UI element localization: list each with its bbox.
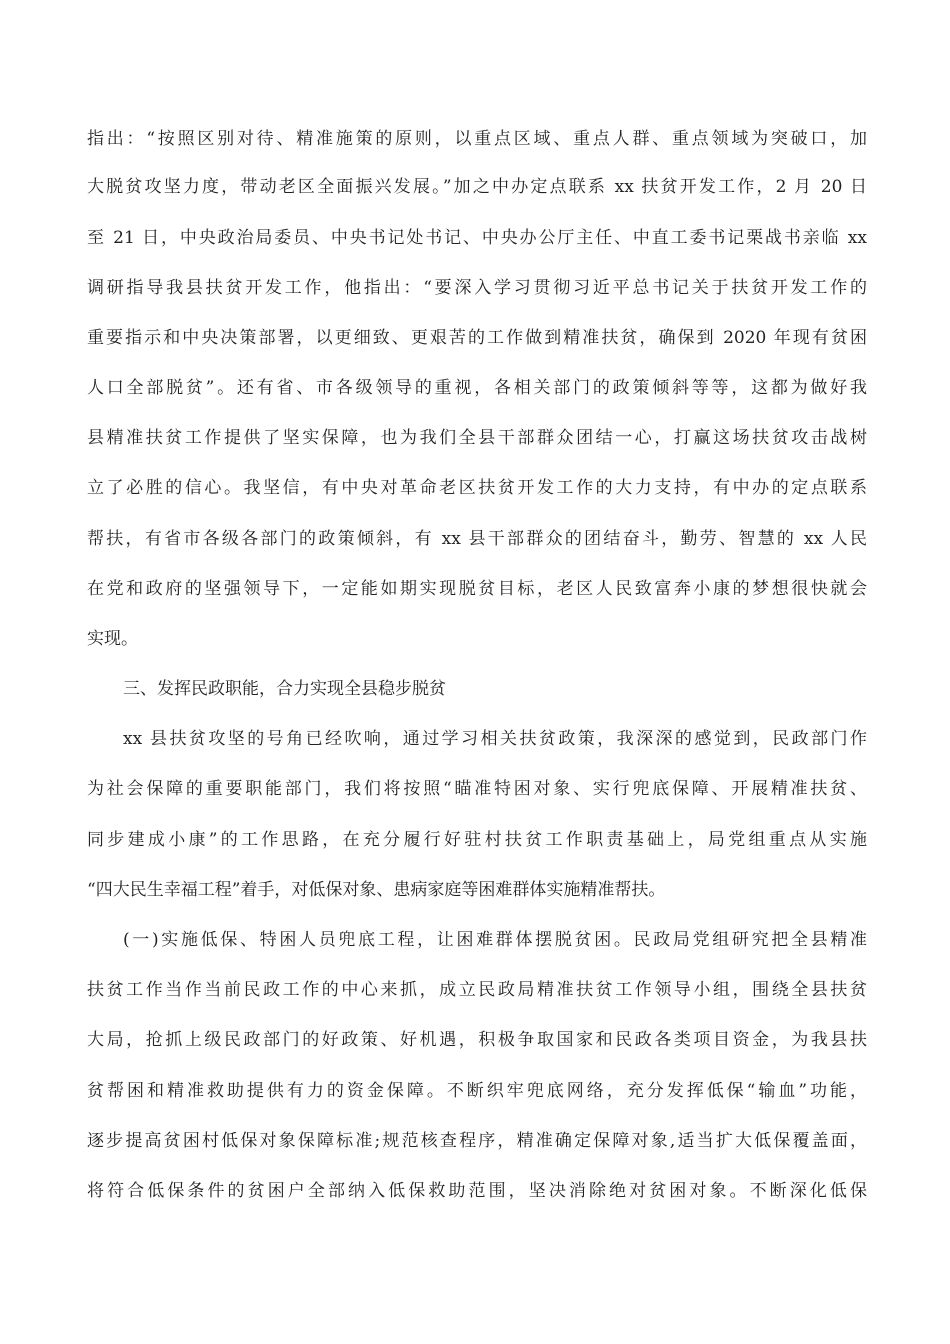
text-line: 扶贫工作当作当前民政工作的中心来抓，成立民政局精准扶贫工作领导小组，围绕全县扶贫 <box>87 980 867 1000</box>
text-line: 实现。 <box>87 629 138 649</box>
text-line: 贫帮困和精准救助提供有力的资金保障。不断织牢兜底网络，充分发挥低保“输血”功能， <box>87 1081 867 1101</box>
text-line: 指出：“按照区别对待、精准施策的原则，以重点区域、重点人群、重点领域为突破口，加 <box>87 129 867 149</box>
text-line: “四大民生幸福工程”着手，对低保对象、患病家庭等困难群体实施精准帮扶。 <box>87 880 666 900</box>
text-line: 至 21 日，中央政治局委员、中央书记处书记、中央办公厅主任、中直工委书记栗战书亲临 xx <box>87 228 867 248</box>
text-line: 县精准扶贫工作提供了坚实保障，也为我们全县干部群众团结一心，打赢这场扶贫攻击战树 <box>87 428 867 448</box>
text-line: 逐步提高贫困村低保对象保障标准;规范核查程序，精准确定保障对象,适当扩大低保覆盖面， <box>87 1131 867 1151</box>
text-line: 为社会保障的重要职能部门，我们将按照“瞄准特困对象、实行兜底保障、开展精准扶贫、 <box>87 779 867 799</box>
text-line: 立了必胜的信心。我坚信，有中央对革命老区扶贫开发工作的大力支持，有中办的定点联系 <box>87 478 867 498</box>
text-line: (一)实施低保、特困人员兜底工程，让困难群体摆脱贫困。民政局党组研究把全县精准 <box>123 930 867 950</box>
text-line: 人口全部脱贫”。还有省、市各级领导的重视，各相关部门的政策倾斜等等，这都为做好我 <box>87 378 867 398</box>
section-heading: 三、发挥民政职能，合力实现全县稳步脱贫 <box>123 679 446 699</box>
text-line: 重要指示和中央决策部署，以更细致、更艰苦的工作做到精准扶贫，确保到 2020 年现有贫困 <box>87 328 867 348</box>
text-line: 大局，抢抓上级民政部门的好政策、好机遇，积极争取国家和民政各类项目资金，为我县扶 <box>87 1030 867 1050</box>
text-line: 在党和政府的坚强领导下，一定能如期实现脱贫目标，老区人民致富奔小康的梦想很快就会 <box>87 579 867 599</box>
text-line: xx 县扶贫攻坚的号角已经吹响，通过学习相关扶贫政策，我深深的感觉到，民政部门作 <box>123 729 867 749</box>
text-line: 帮扶，有省市各级各部门的政策倾斜，有 xx 县干部群众的团结奋斗，勤劳、智慧的 xx 人民 <box>87 529 867 549</box>
text-line: 将符合低保条件的贫困户全部纳入低保救助范围，坚决消除绝对贫困对象。不断深化低保 <box>87 1181 867 1201</box>
text-line: 大脱贫攻坚力度，带动老区全面振兴发展。”加之中办定点联系 xx 扶贫开发工作，2 月 20 日 <box>87 177 867 197</box>
text-line: 同步建成小康”的工作思路，在充分履行好驻村扶贫工作职责基础上，局党组重点从实施 <box>87 830 867 850</box>
text-line: 调研指导我县扶贫开发工作，他指出：“要深入学习贯彻习近平总书记关于扶贫开发工作的 <box>87 278 867 298</box>
